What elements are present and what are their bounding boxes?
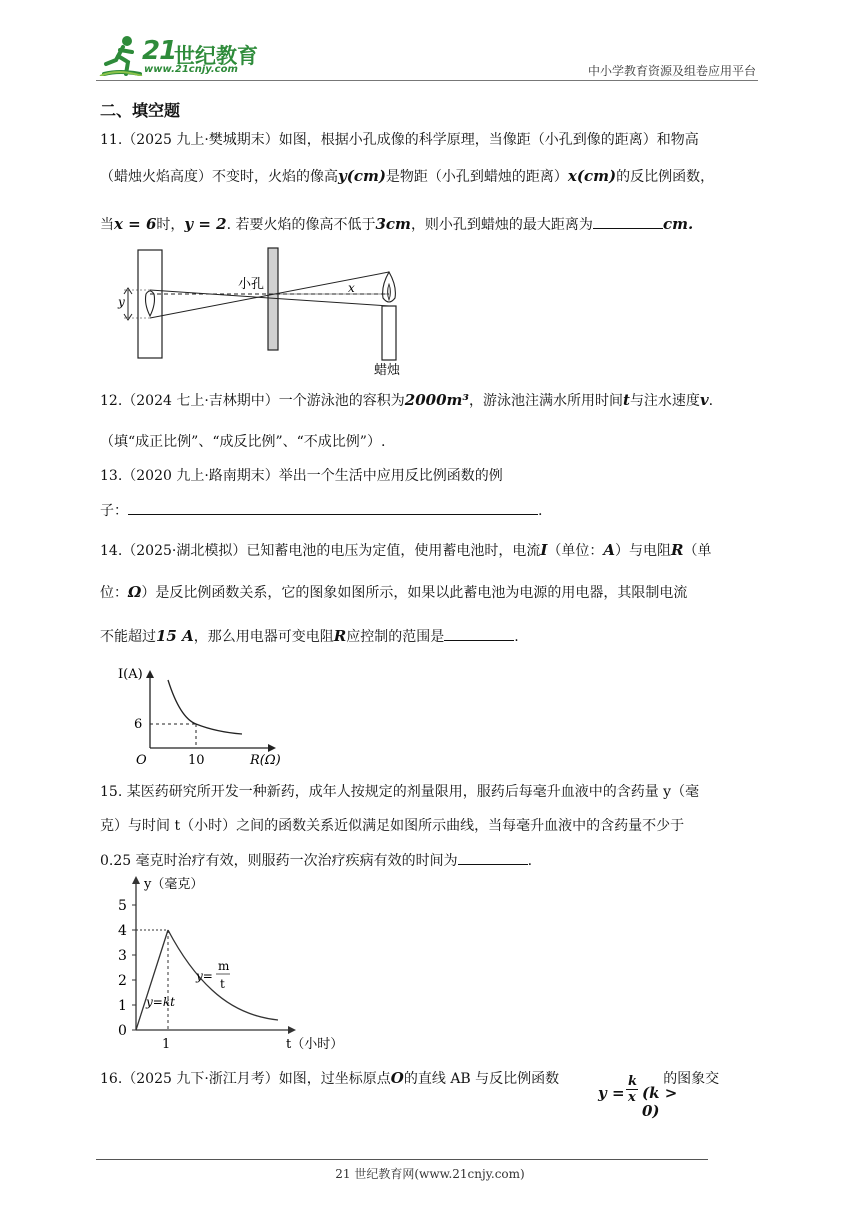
logo-text: 世纪教育: [174, 44, 258, 68]
y-tick-label: 5: [118, 898, 127, 914]
image-height-label: y: [118, 295, 125, 309]
footer-divider: [96, 1159, 708, 1160]
hole-board: [268, 248, 278, 350]
distance-label: x: [348, 281, 355, 295]
q16-line-1: 16.（2025 九下·浙江月考）如图，过坐标原点O的直线 AB 与反比例函数 的图象交: [100, 1069, 720, 1087]
y-tick-label: 4: [118, 923, 127, 939]
hole-label: 小孔: [238, 277, 265, 292]
q14-answer-blank[interactable]: [444, 626, 514, 641]
q11-answer-blank[interactable]: [593, 214, 663, 229]
curve-label-y: y=: [196, 969, 213, 983]
x-tick-label: 10: [188, 753, 205, 768]
candle-label: 蜡烛: [374, 363, 401, 378]
y-tick-label: 2: [118, 973, 127, 989]
site-logo: [96, 34, 266, 80]
y-tick-label: 0: [118, 1023, 127, 1039]
q14-line-1: 14.（2025·湖北模拟）已知蓄电池的电压为定值，使用蓄电池时，电流I（单位：A）与电阻R（单: [100, 541, 712, 559]
y-tick-label: 1: [118, 998, 127, 1014]
footer-text: 21 世纪教育网(www.21cnjy.com): [335, 1167, 525, 1181]
y-axis-label: y（毫克）: [144, 877, 204, 892]
q15-line-1: 15. 某医药研究所开发一种新药，成年人按规定的剂量限用，服药后每毫升血液中的含药量 y（毫: [100, 784, 700, 800]
section-title: 二、填空题: [100, 101, 181, 120]
q13-line-2: 子： .: [100, 500, 542, 521]
q15-chart: [110, 872, 360, 1054]
image-flame: [146, 291, 155, 316]
q15-answer-blank[interactable]: [458, 850, 528, 865]
q14-line-2: 位：Ω）是反比例函数关系，它的图象如图所示，如果以此蓄电池为电源的用电器，其限制电流: [100, 583, 688, 601]
q12-line-2: （填“成正比例”、“成反比例”、“不成比例”）.: [100, 434, 386, 450]
q11-pinhole-figure: [110, 246, 420, 380]
origin-label: O: [136, 753, 147, 768]
x-axis-label: t（小时）: [286, 1037, 344, 1052]
y-axis-label: I(A): [118, 667, 143, 682]
y-tick-label: 6: [134, 717, 143, 732]
logo-number: 21: [142, 36, 177, 66]
header-platform-text: 中小学教育资源及组卷应用平台: [587, 64, 756, 78]
inverse-curve: [168, 680, 242, 734]
q12-line-1: 12.（2024 七上·吉林期中）一个游泳池的容积为2000m³，游泳池注满水所用时间t与注水速度v.: [100, 391, 714, 409]
q15-line-2: 克）与时间 t（小时）之间的函数关系近似满足如图所示曲线，当每毫升血液中的含药量不少于: [100, 818, 685, 834]
q13-answer-blank[interactable]: [128, 500, 538, 515]
rising-line: [136, 930, 168, 1030]
screen-rect: [138, 250, 162, 358]
q11-line-2: （蜡烛火焰高度）不变时，火焰的像高y(cm)是物距（小孔到蜡烛的距离）x(cm)的反比例函数，: [100, 167, 715, 185]
curve-label-den: t: [220, 977, 225, 991]
line-label: y=kt: [146, 995, 175, 1009]
q16-formula: y = k x (k > 0): [598, 1074, 678, 1120]
candle-body: [382, 306, 396, 360]
logo-url: www.21cnjy.com: [144, 64, 238, 75]
header-divider: [96, 80, 758, 81]
q11-line-1: 11.（2025 九上·樊城期末）如图，根据小孔成像的科学原理，当像距（小孔到像的距离）和物高: [100, 132, 699, 148]
runner-icon: [96, 34, 144, 76]
x-axis-label: R(Ω): [250, 753, 281, 768]
curve-label-num: m: [218, 959, 230, 973]
q11-line-3: 当x = 6时，y = 2. 若要火焰的像高不低于3cm，则小孔到蜡烛的最大距离为 cm.: [100, 215, 694, 233]
q14-line-3: 不能超过15 A，那么用电器可变电阻R应控制的范围是 .: [100, 627, 519, 645]
decay-curve: [168, 930, 278, 1020]
q15-line-3: 0.25 毫克时治疗有效，则服药一次治疗疾病有效的时间为 .: [100, 850, 532, 871]
y-ticks: [118, 898, 136, 1039]
q13-line-1: 13.（2020 九上·路南期末）举出一个生活中应用反比例函数的例: [100, 468, 503, 484]
x-tick-label: 1: [162, 1037, 171, 1052]
y-tick-label: 3: [118, 948, 127, 964]
q14-chart: [110, 662, 290, 772]
